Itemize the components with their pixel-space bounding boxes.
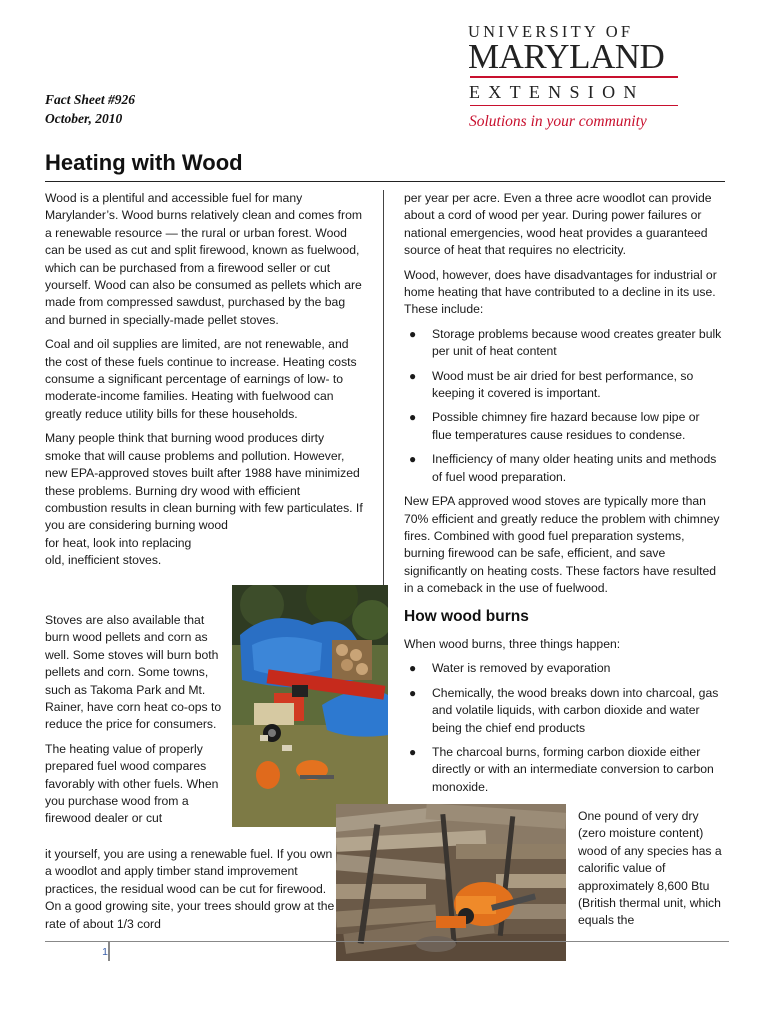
list-item: ● Chemically, the wood breaks down into charcoal, gas and volatile liquids, with carbon dioxide and water being the chief end products xyxy=(409,685,719,735)
logo-tagline: Solutions in your community xyxy=(469,113,647,130)
logo-line-extension: EXTENSION xyxy=(469,81,645,102)
footer-page-bar xyxy=(108,941,110,961)
paragraph-renewable: it yourself, you are using a renewable fuel. If you own a woodlot and apply timber stand improvement practices, the residual wood can be cut for firewood. On a good growing site, your trees should grow at the rate of about 1/3 cord xyxy=(45,847,335,931)
bullet-icon: ● xyxy=(409,368,417,383)
list-item: ● Possible chimney fire hazard because low pipe or flue temperatures cause residues to condense. xyxy=(409,410,700,442)
paragraph-pellet-stoves: Stoves are also available that burn wood pellets and corn as well. Some stoves will burn both pellets and corn. Some towns, such as Takoma Park and Mt. Rainer, have corn heat co-ops to reduce the price for consumers. xyxy=(45,613,222,732)
photo-log-splitter xyxy=(232,585,388,827)
paragraph-intro: Wood is a plentiful and accessible fuel for many Marylander’s. Wood burns relatively clean and comes from a renewable resource — the rural or urban forest. Wood can be used as cut and split firewood, known as fuelwood, which can be purchased from a firewood seller or cut yourself. Wood can also be consumed as pellets which are made from compressed sawdust, purchased by the bag and burned in specially-made pellet stoves. xyxy=(45,191,363,327)
bullet-icon: ● xyxy=(409,326,417,341)
burning-steps-list xyxy=(404,660,722,796)
paragraph-calorific-value: One pound of very dry (zero moisture content) wood of any species has a calorific value of approximately 8,600 Btu (British thermal unit, which equals the xyxy=(578,809,722,928)
paragraph-three-things: When wood burns, three things happen: xyxy=(404,637,621,651)
paragraph-smoke-end: old, inefficient stoves. xyxy=(45,553,162,568)
logo-divider-bottom xyxy=(470,105,678,107)
paragraph-disadvantages: Wood, however, does have disadvantages for industrial or home heating that have contributed to a decline in its use. These include: xyxy=(404,267,717,317)
list-item: ● Wood must be air dried for best performance, so keeping it covered is important. xyxy=(409,368,694,401)
right-column-wrapped xyxy=(578,808,728,930)
left-column-top xyxy=(45,190,363,570)
list-item: ● Water is removed by evaporation xyxy=(404,660,722,677)
left-column-wrapped xyxy=(45,612,230,828)
publication-date: October, 2010 xyxy=(45,111,123,126)
paragraph-smoke: Many people think that burning wood produces dirty smoke that will cause problems and pollution. However, new EPA-approved stoves built after 1988 have minimized these problems. Burning dry wood with efficient combustion results in clean burning with few particulates. If you are considering burning wood xyxy=(45,431,363,533)
logo-line-university: UNIVERSITY OF xyxy=(468,22,634,41)
logo-line-maryland: MARYLAND xyxy=(468,37,665,76)
left-column-bottom xyxy=(45,846,335,933)
title-divider xyxy=(45,181,725,182)
paragraph-smoke-cont: for heat, look into replacing xyxy=(45,535,192,550)
section-heading-how-wood-burns: How wood burns xyxy=(404,608,529,625)
bullet-icon: ● xyxy=(409,745,417,760)
page-number: 1 xyxy=(102,946,108,958)
column-divider xyxy=(383,190,384,585)
right-column-section2 xyxy=(404,636,722,803)
disadvantages-list xyxy=(404,326,722,486)
right-column xyxy=(404,190,722,605)
paragraph-woodlot: per year per acre. Even a three acre woodlot can provide about a cord of wood per year. During power failures or national emergencies, wood heat provides a guaranteed source of heat that requires no electricity. xyxy=(404,191,712,258)
logo-divider xyxy=(470,76,678,78)
fact-sheet-info xyxy=(45,90,135,128)
list-item: ● Inefficiency of many older heating units and methods of fuel wood preparation. xyxy=(409,452,717,484)
paragraph-heating-value: The heating value of properly prepared fuel wood compares favorably with other fuels. When you purchase wood from a firewood dealer or cut xyxy=(45,741,219,826)
bullet-icon: ● xyxy=(409,410,417,425)
list-item: ● Storage problems because wood creates greater bulk per unit of heat content xyxy=(409,326,722,359)
fact-sheet-number: Fact Sheet #926 xyxy=(45,92,135,107)
bullet-icon: ● xyxy=(409,661,417,676)
bullet-icon: ● xyxy=(409,685,417,700)
bullet-icon: ● xyxy=(409,452,417,467)
list-item: ● The charcoal burns, forming carbon dioxide either directly or with an intermediate conversion to carbon monoxide. xyxy=(409,745,714,794)
page-title: Heating with Wood xyxy=(45,150,243,175)
paragraph-epa-stoves: New EPA approved wood stoves are typically more than 70% efficient and greatly reduce the problem with chimney fires. Combined with good fuel preparation systems, burning firewood can be safe, efficient, and save significantly on heating costs. These factors have resulted in a comeback in the use of fuelwood. xyxy=(404,494,720,596)
paragraph-costs: Coal and oil supplies are limited, are not renewable, and the cost of these fuels continue to increase. Heating costs consume a significant percentage of earnings of low- to moderate-income families. Heating with fuelwood can greatly reduce utility bills for these households. xyxy=(45,337,357,421)
umd-extension-logo xyxy=(468,24,680,132)
photo-chainsaw-woodpile xyxy=(336,804,566,961)
footer-divider xyxy=(45,941,729,942)
